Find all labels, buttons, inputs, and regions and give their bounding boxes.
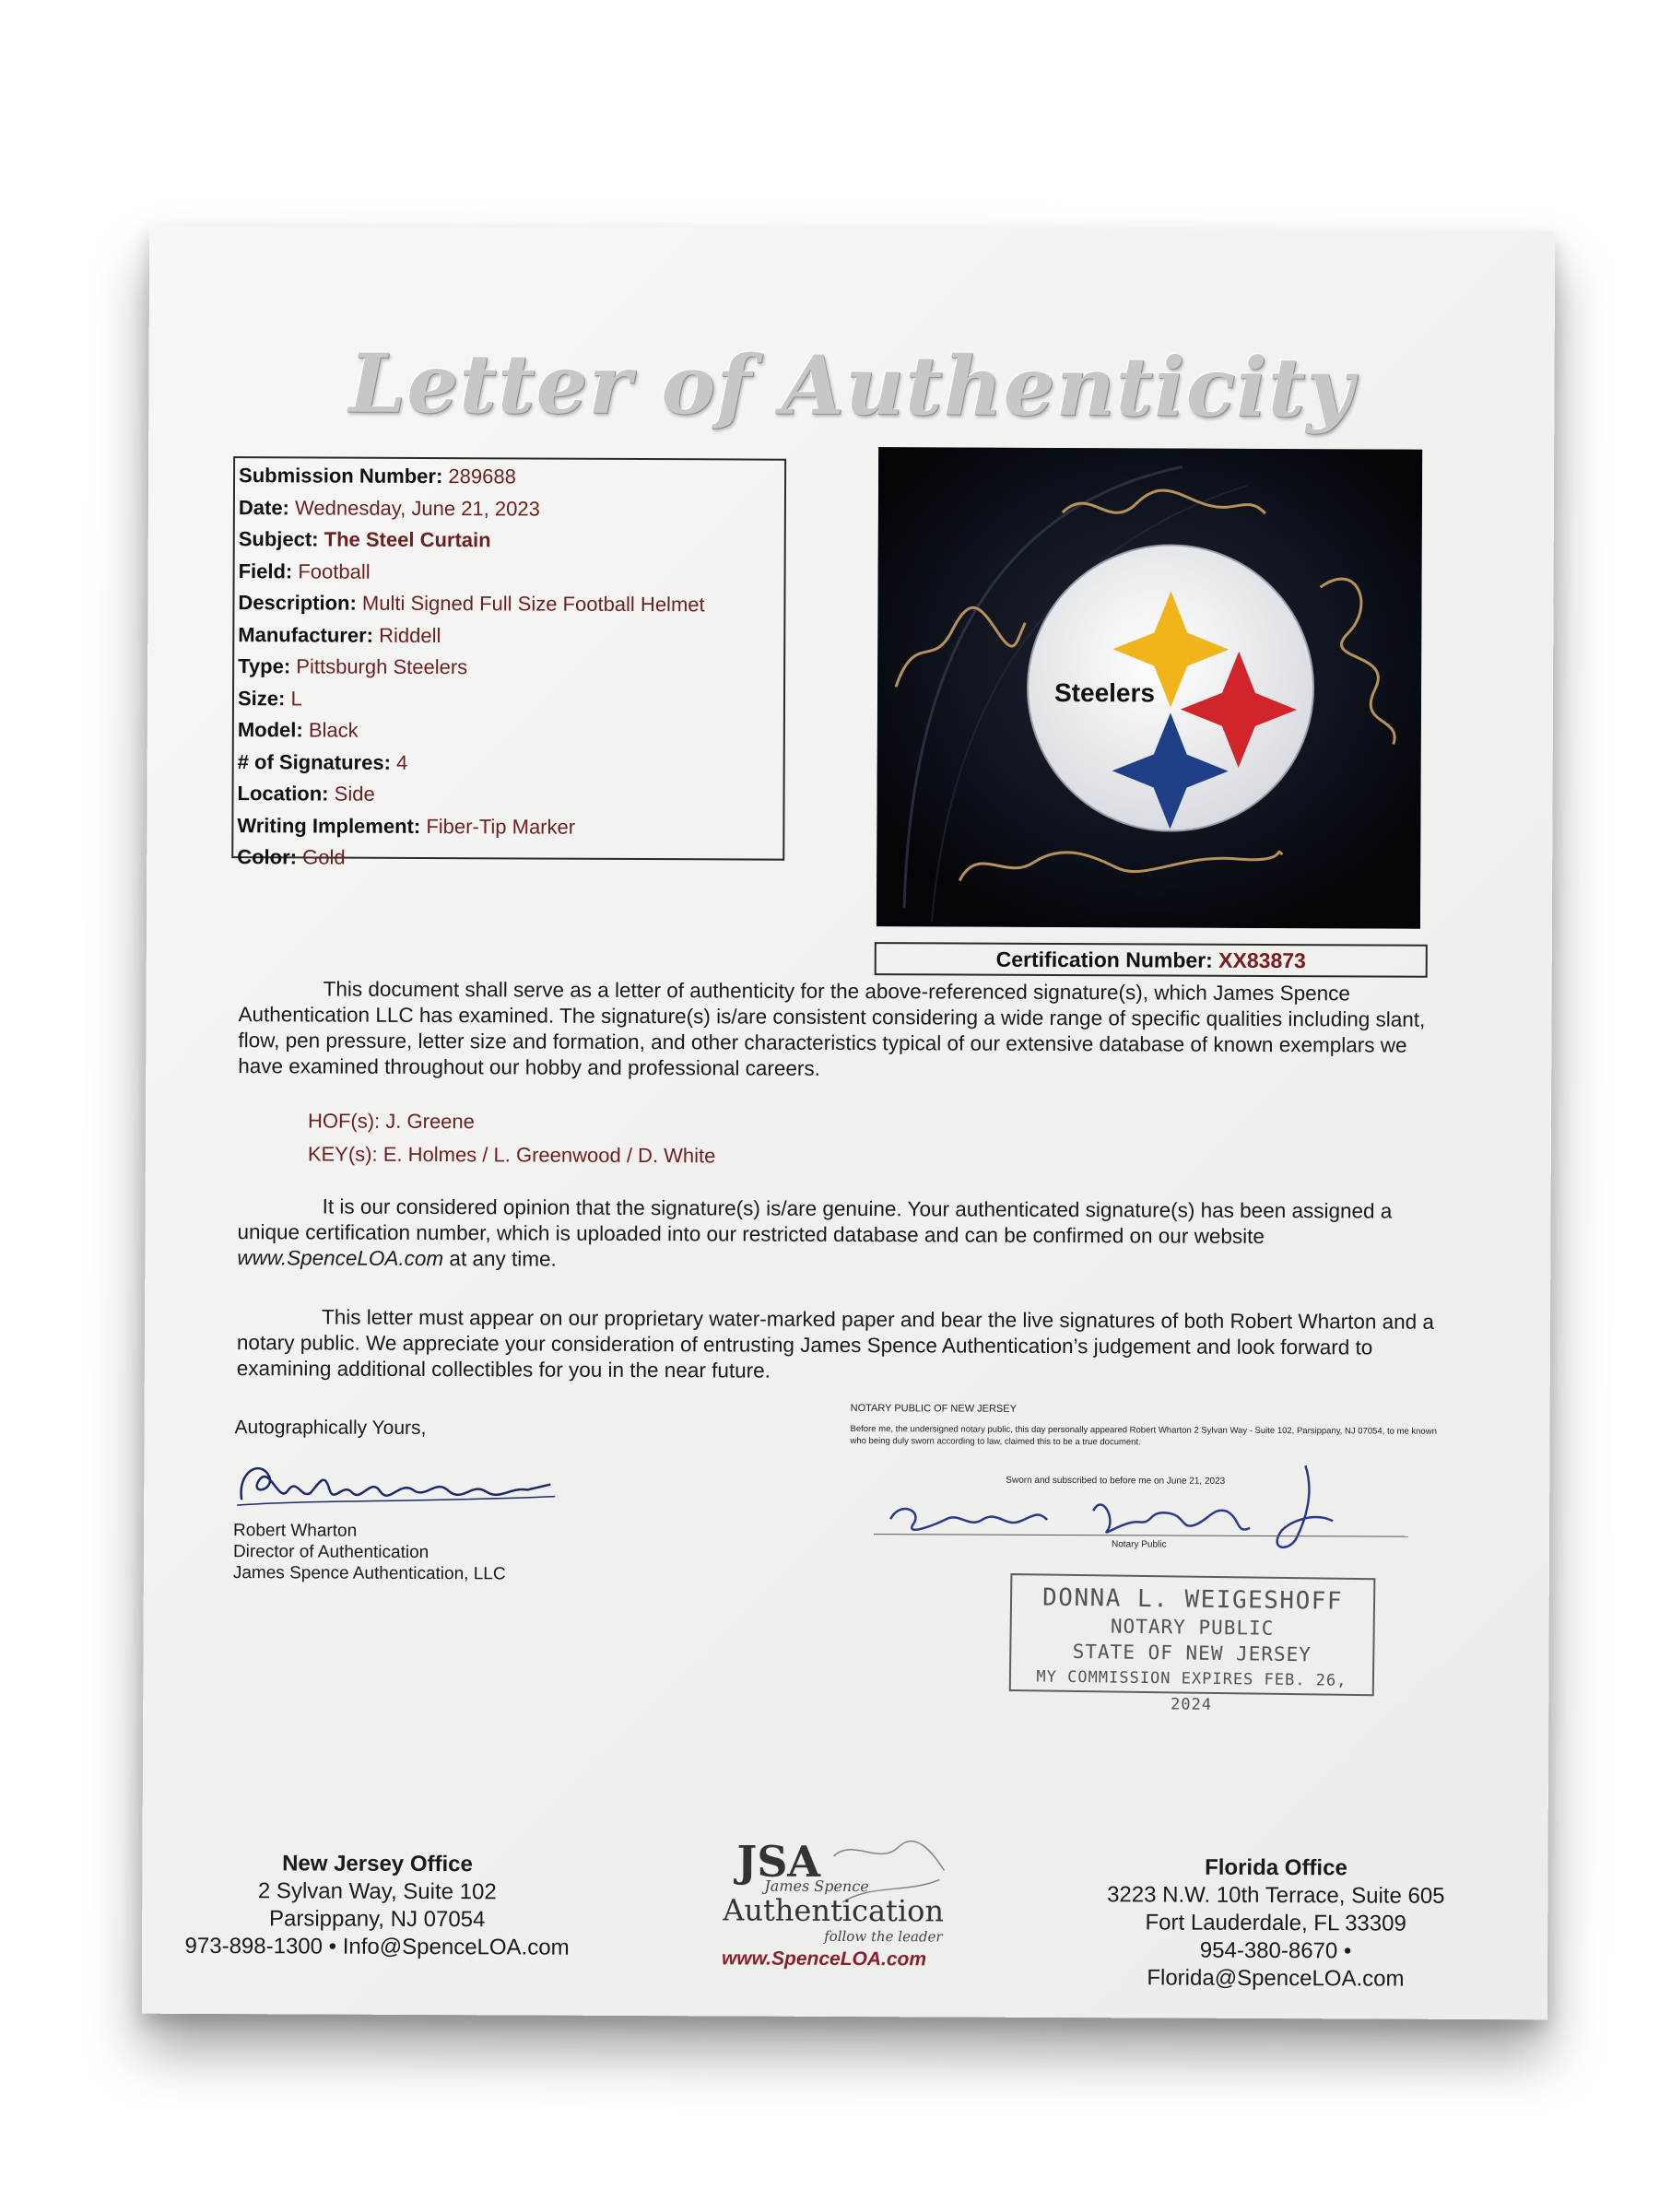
certification-label: Certification Number: [995,947,1213,972]
detail-label: Manufacturer: [238,622,374,647]
steelers-logo-text: Steelers [1053,677,1156,708]
key-line: KEY(s): E. Holmes / L. Greenwood / D. White [307,1142,716,1168]
letter-title: Letter of Authenticity [348,335,1355,436]
closing-line: Autographically Yours, [234,1417,427,1440]
certification-box [875,942,1428,978]
detail-label: Submission Number: [239,464,443,488]
nj-office-contact: 973-898-1300 • Info@SpenceLOA.com [184,1933,570,1960]
paragraph-opinion [237,1194,1435,1277]
hof-line: HOF(s): J. Greene [307,1109,475,1134]
certification-number: XX83873 [1218,947,1306,973]
detail-row [239,460,781,494]
detail-row [239,556,781,590]
detail-value: 4 [396,750,408,774]
detail-label: Subject: [238,527,319,551]
detail-label: # of Signatures: [237,749,392,774]
fl-office-address1: 3223 N.W. 10th Terrace, Suite 605 [1107,1882,1445,1909]
opinion-text-end: at any time. [443,1247,557,1271]
stamp-title: NOTARY PUBLIC [1110,1615,1275,1640]
jsa-logo-tagline: follow the leader [824,1927,943,1946]
stamp-state: STATE OF NEW JERSEY [1072,1640,1312,1666]
website-link[interactable]: www.SpenceLOA.com [237,1246,444,1271]
stamp-expiry: MY COMMISSION EXPIRES FEB. 26, 2024 [1036,1667,1347,1714]
notary-stamp [1009,1573,1376,1714]
florida-office [1082,1853,1470,1994]
detail-row [239,524,781,558]
nj-office-address2: Parsippany, NJ 07054 [268,1906,486,1933]
jsa-website[interactable]: www.SpenceLOA.com [721,1947,927,1971]
detail-row [238,651,780,685]
notary-statement: Before me, the undersigned notary public, this day personally appeared Robert Wharton 2 Sylvan Way - Suite 102, Parsippany, NJ 07054, to me known who being duly sworn according to law, claimed this to be a true document. [850,1424,1437,1448]
detail-label: Type: [238,654,291,678]
detail-value: Football [298,559,371,583]
detail-value: Riddell [379,623,441,647]
detail-row [238,683,780,717]
fl-office-contact: 954-380-8670 • Florida@SpenceLOA.com [1147,1937,1405,1992]
signer-block [233,1520,506,1584]
detail-label: Writing Implement: [237,813,421,838]
detail-row [238,747,780,781]
jsa-logo-name: James Spence [764,1877,869,1896]
detail-value: 289688 [448,465,516,488]
nj-office-title: New Jersey Office [282,1851,473,1877]
detail-value: L [290,686,302,710]
detail-value: Black [308,718,359,742]
detail-value: Fiber-Tip Marker [426,814,576,839]
notary-heading: NOTARY PUBLIC OF NEW JERSEY [850,1403,1017,1415]
detail-label: Description: [238,591,357,615]
new-jersey-office [183,1850,571,1962]
detail-row [237,810,779,844]
jsa-logo-mark: JSA [736,1836,821,1887]
jsa-logo [695,1828,954,1967]
detail-label: Location: [237,782,329,806]
letter-paper [142,226,1555,2020]
detail-value: Wednesday, June 21, 2023 [294,495,540,521]
detail-value: Gold [302,845,346,869]
signer-company: James Spence Authentication, LLC [232,1563,506,1584]
helmet-image [877,447,1422,929]
detail-value: The Steel Curtain [324,527,491,552]
nj-office-address1: 2 Sylvan Way, Suite 102 [257,1878,497,1905]
detail-row [238,619,780,653]
wharton-signature-image [232,1453,564,1522]
detail-row [238,587,780,621]
stamp-name: DONNA L. WEIGESHOFF [1041,1583,1344,1616]
detail-row [237,778,779,812]
detail-value: Multi Signed Full Size Football Helmet [361,591,705,617]
helmet-photo [877,447,1422,929]
detail-value: Pittsburgh Steelers [296,654,468,679]
signer-title: Director of Authentication [232,1542,429,1563]
detail-value: Side [334,782,375,806]
fl-office-title: Florida Office [1205,1854,1347,1881]
notary-sworn-line: Sworn and subscribed to before me on June 21, 2023 [1006,1475,1226,1487]
paragraph-watermark: This letter must appear on our proprietary water-marked paper and bear the live signatures of both Robert Wharton and a notary public. We appreciate your consideration of entrusting James Spence Authentication’s judgement and look forward to examining additional collectibles for you in the near future. [236,1305,1435,1382]
item-details-box [231,456,786,869]
fl-office-address2: Fort Lauderdale, FL 33309 [1145,1910,1406,1936]
detail-row [239,492,781,526]
details-list [237,460,781,876]
detail-row [238,714,780,748]
paragraph-authenticity: This document shall serve as a letter of authenticity for the above-referenced signature(s), which James Spence Authentication LLC has examined. The signature(s) is/are consistent considering a wide range of specific qualities including slant, flow, pen pressure, letter size and formation, and other characteristics typical of our extensive database of known exemplars we have examined throughout our hobby and professional careers. [238,977,1426,1080]
notary-public-label: Notary Public [1111,1539,1167,1550]
detail-label: Color: [237,845,298,869]
detail-label: Size: [237,686,286,710]
signer-name: Robert Wharton [233,1521,358,1541]
detail-label: Field: [238,559,293,582]
detail-label: Model: [237,718,303,742]
detail-label: Date: [238,495,289,519]
detail-row [237,841,779,876]
jsa-logo-authentication: Authentication [723,1892,945,1929]
opinion-text: It is our considered opinion that the signature(s) is/are genuine. Your authenticated signature(s) has been assigned a unique certification number, which is uploaded into our restricted database and can be confirmed on our website [237,1194,1393,1248]
